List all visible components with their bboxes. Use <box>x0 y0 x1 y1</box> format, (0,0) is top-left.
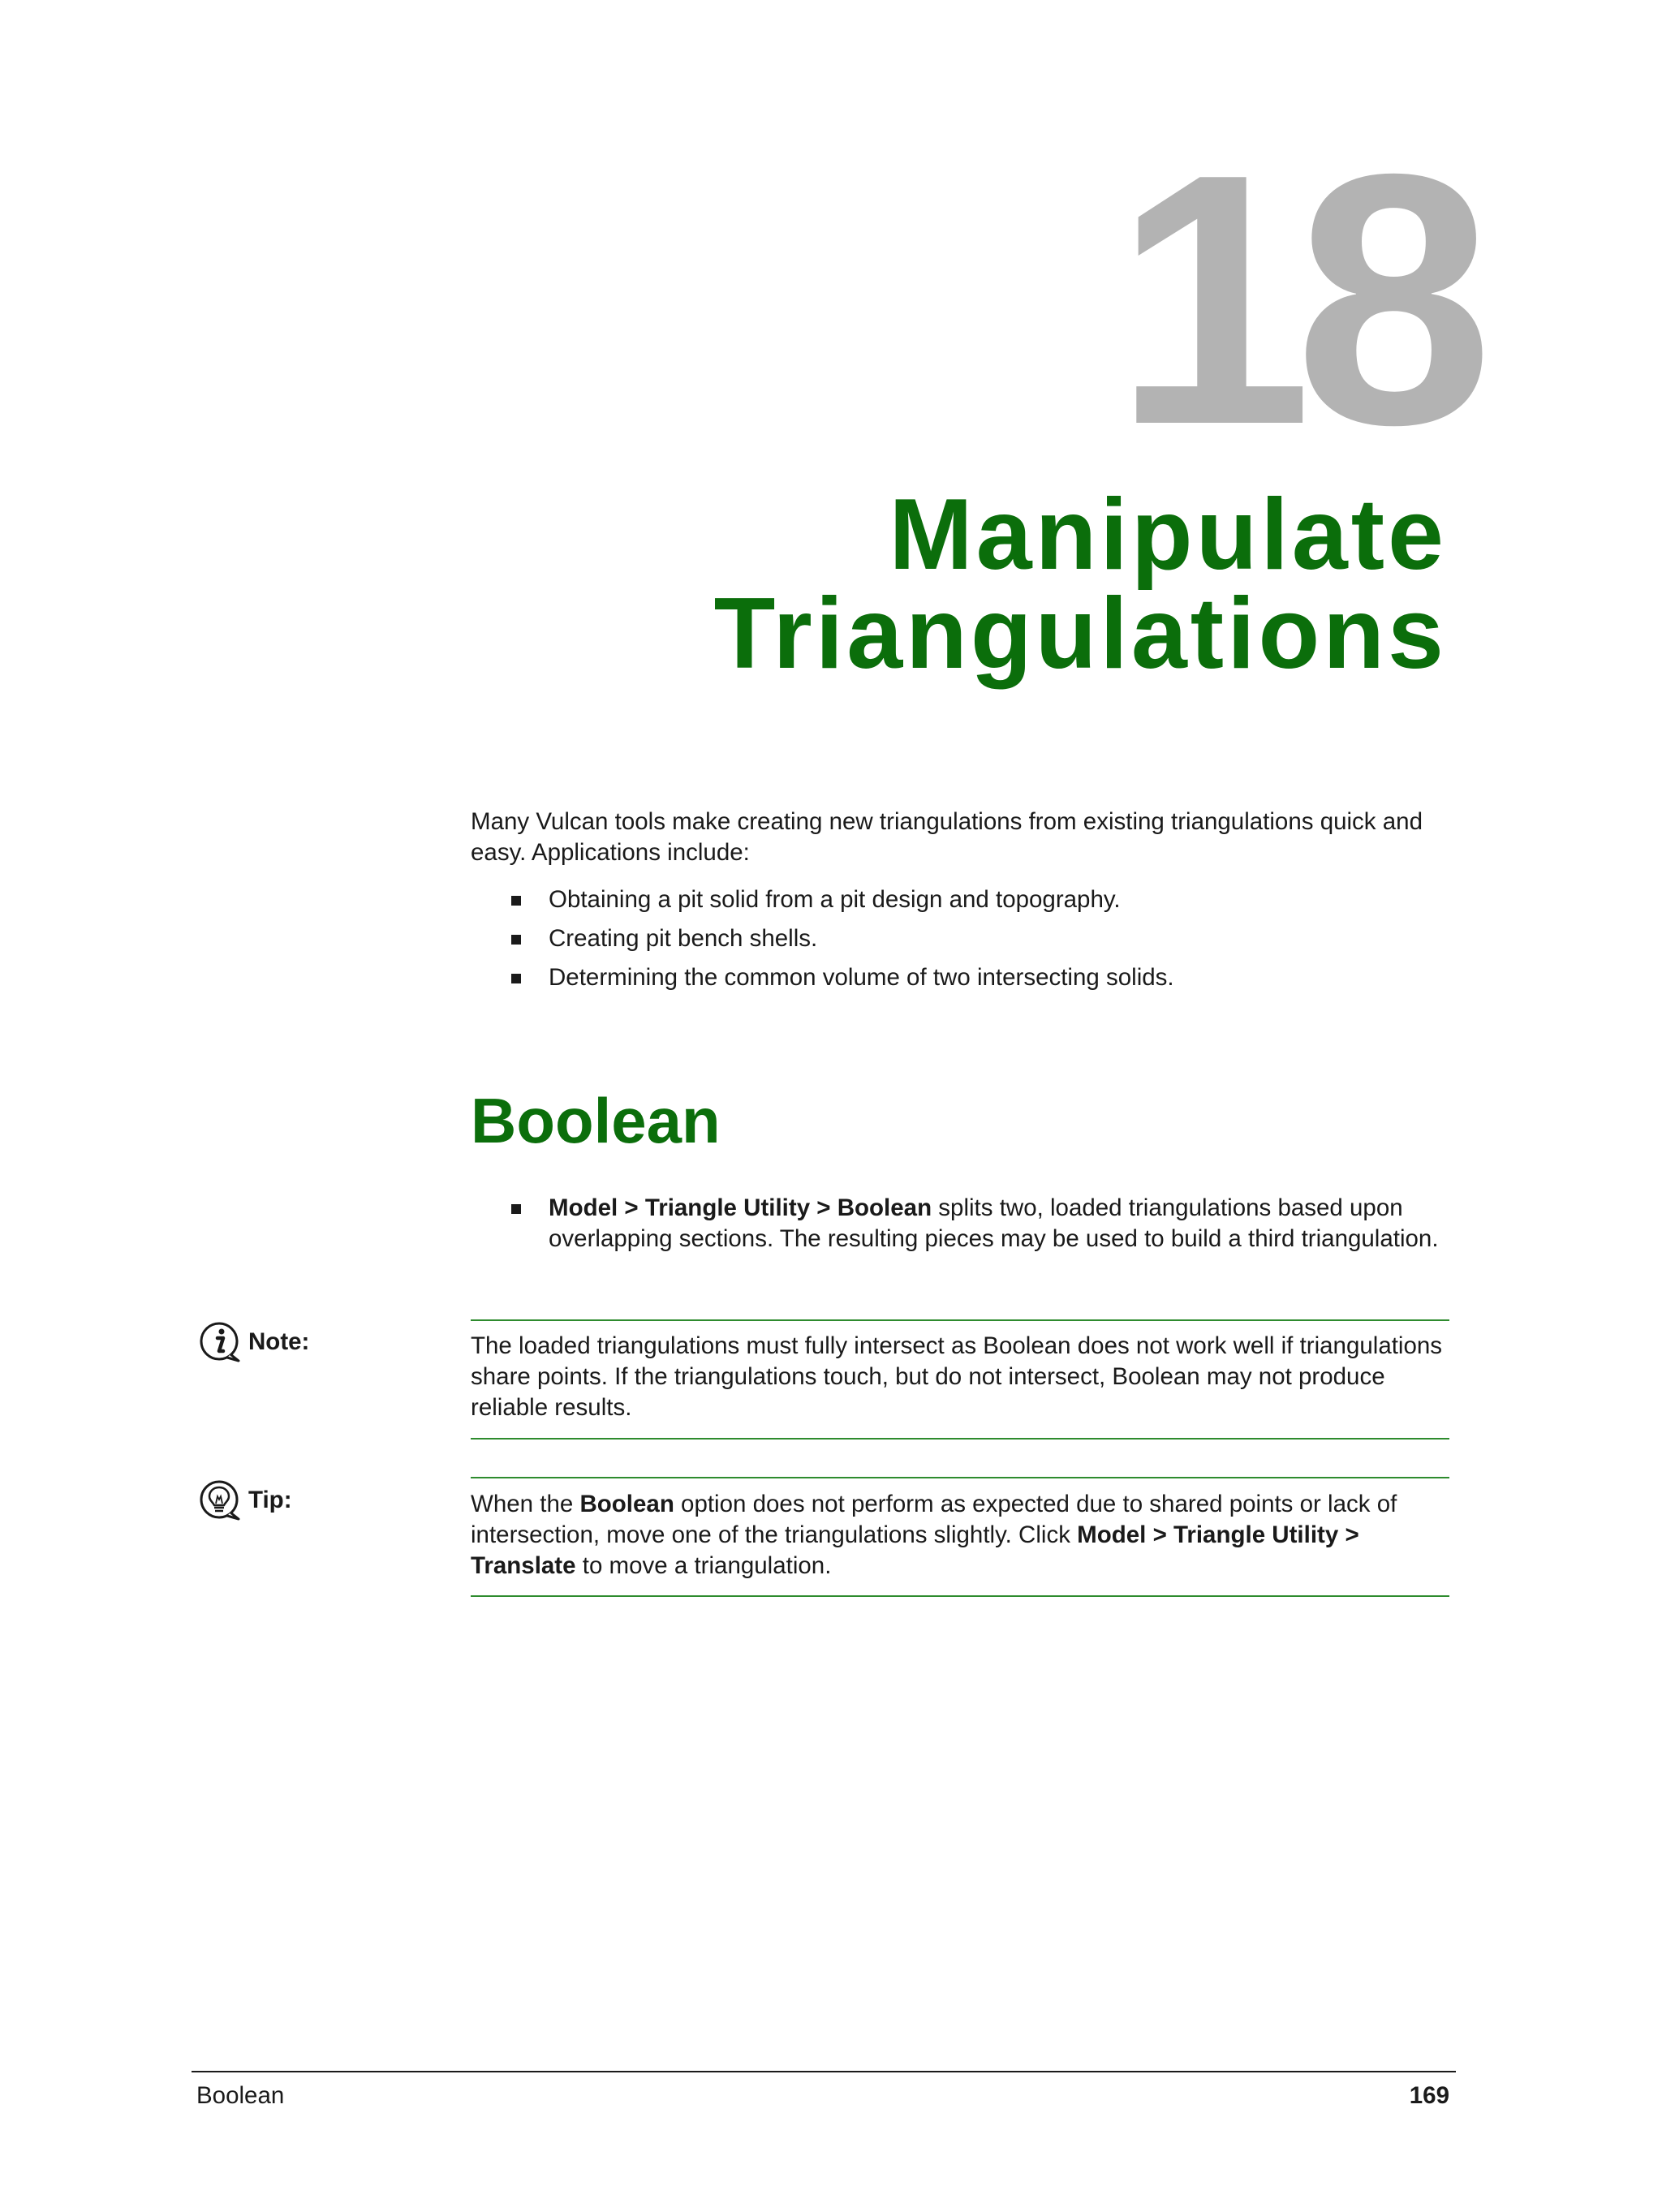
note-label <box>198 1320 309 1364</box>
tip-label <box>198 1478 292 1522</box>
list-item <box>471 884 1453 915</box>
list-item-text: splits two, loaded triangulations based upon overlapping sections. The resulting pieces may be used to build a third triangulation. <box>549 1194 1439 1252</box>
info-icon <box>198 1320 242 1364</box>
square-bullet-icon <box>511 974 521 983</box>
footer-section-name: Boolean <box>196 2082 285 2109</box>
note-top-rule <box>471 1319 1449 1321</box>
tip-bottom-rule <box>471 1595 1449 1597</box>
tip-text-part: option does not perform as expected due to shared points or lack of intersection, move one of the triangulations slightly. Click <box>471 1491 1397 1548</box>
tip-top-rule <box>471 1477 1449 1478</box>
note-bottom-rule <box>471 1438 1449 1440</box>
list-item-text: Creating pit bench shells. <box>549 925 818 952</box>
note-text: The loaded triangulations must fully intersect as Boolean does not work well if triangulations share points. If the triangulations touch, but do not intersect, Boolean may not produce reliable results. <box>471 1332 1443 1421</box>
tip-text-part: When the <box>471 1491 580 1517</box>
list-item <box>471 923 1453 954</box>
list-item <box>471 1193 1453 1254</box>
list-item-text: Determining the common volume of two intersecting solids. <box>549 964 1174 991</box>
list-item-text: Obtaining a pit solid from a pit design and topography. <box>549 886 1121 913</box>
square-bullet-icon <box>511 935 521 945</box>
tip-text-part: to move a triangulation. <box>575 1552 832 1579</box>
tip-text <box>471 1489 1453 1582</box>
menu-path: Model > Triangle Utility > Boolean <box>549 1194 932 1221</box>
chapter-number: 18 <box>1113 101 1475 499</box>
tip-menu-path: Model > Triangle Utility > Translate <box>471 1521 1359 1579</box>
footer-page-number: 169 <box>1409 2082 1449 2109</box>
footer-rule <box>192 2071 1456 2072</box>
intro-paragraph: Many Vulcan tools make creating new triangulations from existing triangulations quick and easy. Applications include: <box>471 808 1423 866</box>
intro-bullet-list <box>471 884 1453 1001</box>
square-bullet-icon <box>511 896 521 906</box>
list-item <box>471 962 1453 993</box>
note-label-text: Note: <box>248 1328 310 1355</box>
square-bullet-icon <box>511 1204 521 1214</box>
chapter-title-line-1: Manipulate <box>889 479 1447 591</box>
chapter-title <box>713 479 1447 690</box>
section-heading: Boolean <box>471 1085 721 1156</box>
lightbulb-icon <box>198 1478 242 1522</box>
tip-boolean-option: Boolean <box>579 1491 674 1517</box>
boolean-bullet-list <box>471 1193 1453 1263</box>
tip-label-text: Tip: <box>248 1487 292 1513</box>
chapter-title-line-2: Triangulations <box>713 578 1447 690</box>
